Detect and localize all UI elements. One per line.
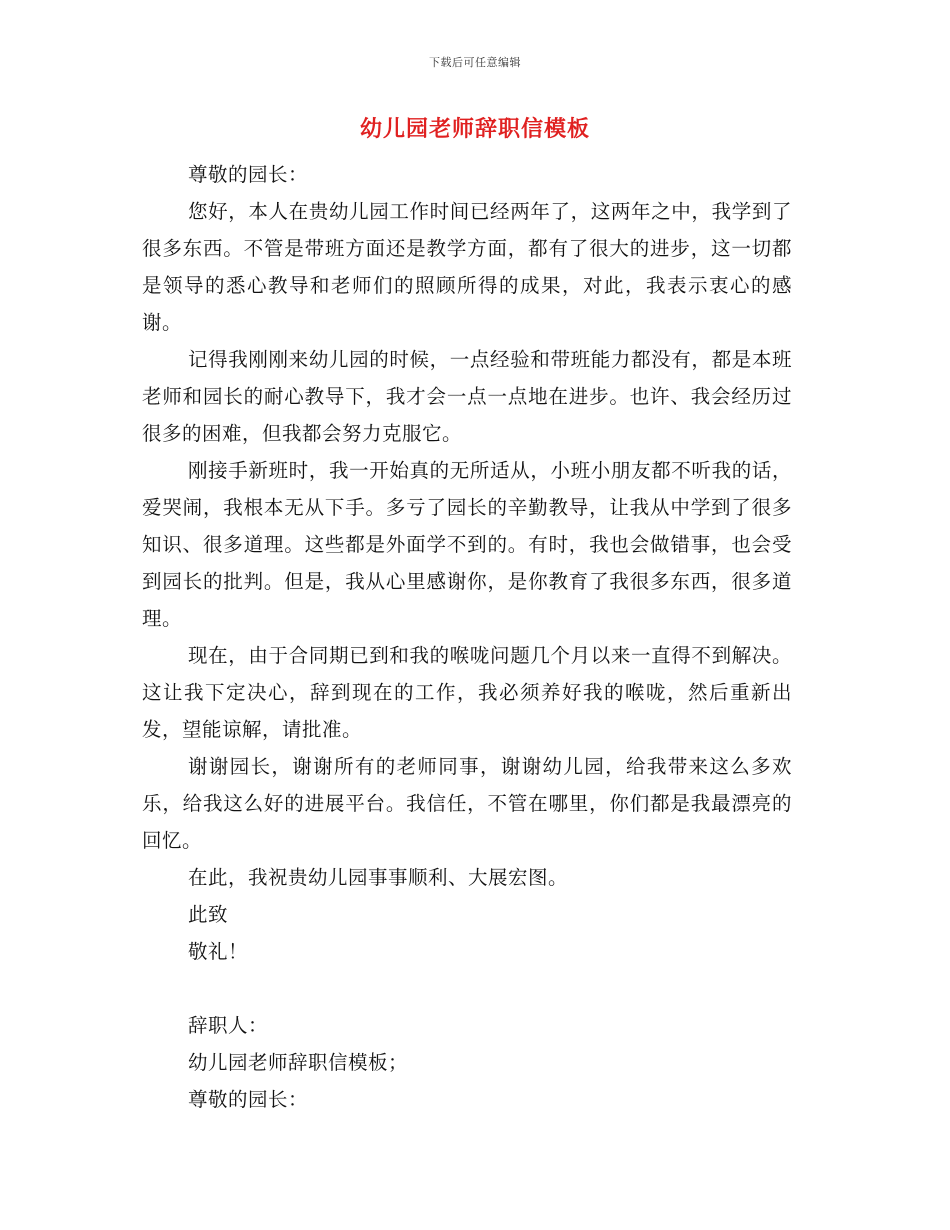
next-title: 幼儿园老师辞职信模板； xyxy=(188,1051,409,1074)
closing-line: 此致 xyxy=(188,903,229,926)
paragraph: 刚接手新班时，我一开始真的无所适从，小班小朋友都不听我的话，爱哭闹，我根本无从下手。多亏了园长的辛勤教导，让我从中学到了很多知识、很多道理。这些都是外面学不到的。有时，我也会做错事，也会受到园长的批判。但是，我从心里感谢你，是你教育了我很多东西，很多道理。 xyxy=(142,459,792,630)
blank-line xyxy=(142,970,792,1007)
header-note: 下载后可任意编辑 xyxy=(429,56,521,69)
document-title: 幼儿园老师辞职信模板 xyxy=(359,116,590,142)
paragraph: 您好，本人在贵幼儿园工作时间已经两年了，这两年之中，我学到了很多东西。不管是带班方面还是教学方面，都有了很大的进步，这一切都是领导的悉心教导和老师们的照顾所得的成果，对此，我表示衷心的感谢。 xyxy=(142,200,792,334)
paragraph: 记得我刚刚来幼儿园的时候，一点经验和带班能力都没有，都是本班老师和园长的耐心教导下，我才会一点一点地在进步。也许、我会经历过很多的困难，但我都会努力克服它。 xyxy=(142,348,792,445)
closing-salute: 敬礼！ xyxy=(188,940,249,963)
next-greeting: 尊敬的园长： xyxy=(188,1088,309,1111)
paragraph: 现在，由于合同期已到和我的喉咙问题几个月以来一直得不到解决。这让我下定决心，辞到现在的工作，我必须养好我的喉咙，然后重新出发，望能谅解，请批准。 xyxy=(142,644,792,741)
paragraph: 谢谢园长，谢谢所有的老师同事，谢谢幼儿园，给我带来这么多欢乐，给我这么好的进展平台。我信任，不管在哪里，你们都是我最漂亮的回忆。 xyxy=(142,755,792,852)
letter-body xyxy=(142,156,792,1118)
signature-label: 辞职人： xyxy=(188,1014,269,1037)
greeting: 尊敬的园长： xyxy=(188,163,309,186)
paragraph: 在此，我祝贵幼儿园事事顺利、大展宏图。 xyxy=(188,866,569,889)
